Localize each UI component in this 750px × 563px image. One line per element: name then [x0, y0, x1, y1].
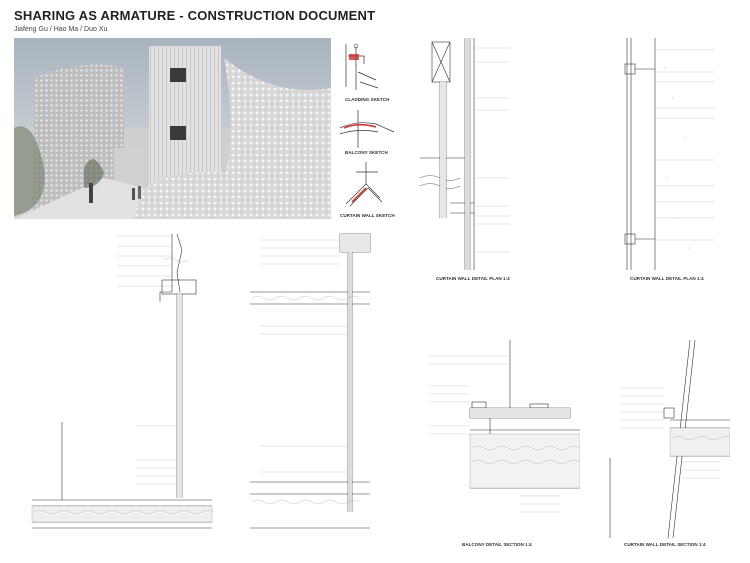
- drawing-label: CURTAIN WALL DETAIL PLAN 1:4: [436, 276, 510, 281]
- drawing-label: BALCONY DETAIL SECTION 1:4: [462, 542, 532, 547]
- page-title: SHARING AS ARMATURE - CONSTRUCTION DOCUMENT: [14, 8, 376, 23]
- drawing-label: CURTAIN WALL DETAIL PLAN 1:4: [630, 276, 704, 281]
- sketch-label: CURTAIN WALL SKETCH: [340, 213, 395, 218]
- sketch-label: CLADDING SKETCH: [345, 97, 390, 102]
- perspective-render: [14, 38, 331, 219]
- sketch-label: BALCONY SKETCH: [345, 150, 388, 155]
- drawing-label: CURTAIN WALL DETAIL SECTION 1:4: [624, 542, 706, 547]
- authors: Jiafeng Gu / Hao Ma / Duo Xu: [14, 26, 108, 33]
